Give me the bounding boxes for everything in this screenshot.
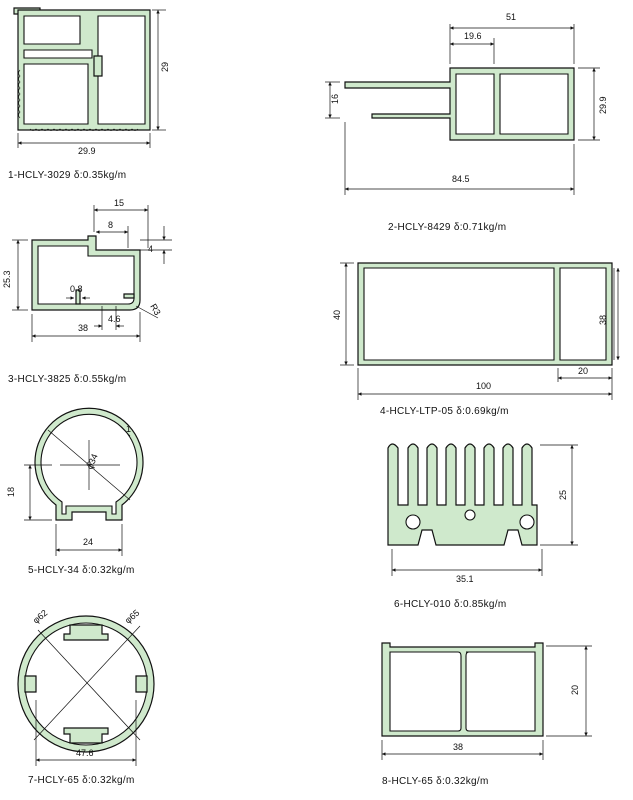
p3-radius-label: R3 xyxy=(148,302,163,317)
profile-4-section xyxy=(358,263,612,365)
p6-width-label: 35.1 xyxy=(456,574,474,584)
p8-caption: 8-HCLY-65 δ:0.32kg/m xyxy=(382,776,489,787)
p2-caption: 2-HCLY-8429 δ:0.71kg/m xyxy=(388,222,507,233)
p1-width-label: 29.9 xyxy=(78,146,96,156)
profile-4 xyxy=(332,263,618,417)
p5-caption: 5-HCLY-34 δ:0.32kg/m xyxy=(28,565,135,576)
p7-width-label: 47.6 xyxy=(76,748,94,758)
p2-total-width-label: 84.5 xyxy=(452,174,470,184)
p7-caption: 7-HCLY-65 δ:0.32kg/m xyxy=(28,775,135,786)
p2-right-height-label: 29.9 xyxy=(598,96,608,114)
p6-height-label: 25 xyxy=(558,489,568,500)
p2-inner-width-label: 19.6 xyxy=(464,31,482,41)
profile-1-section xyxy=(14,8,150,131)
p5-height-label: 18 xyxy=(6,486,16,497)
profile-8 xyxy=(382,643,592,787)
p6-caption: 6-HCLY-010 δ:0.85kg/m xyxy=(394,599,507,610)
p4-width-label: 100 xyxy=(476,381,492,391)
p5-width-label: 24 xyxy=(83,537,94,547)
p2-left-height-label: 16 xyxy=(330,93,340,104)
p3-top-width-label: 15 xyxy=(114,198,125,208)
profile-2-section xyxy=(345,68,574,140)
p4-right-width-label: 20 xyxy=(578,366,589,376)
p5-diameter-label: φ34 xyxy=(84,452,100,471)
profile-6-section xyxy=(388,444,537,545)
p1-height-label: 29 xyxy=(160,61,170,72)
p4-caption: 4-HCLY-LTP-05 δ:0.69kg/m xyxy=(380,406,509,417)
p3-wall-label: 0.8 xyxy=(70,284,83,294)
profile-8-section xyxy=(382,643,543,736)
profile-6 xyxy=(388,444,578,610)
profile-7 xyxy=(18,608,154,786)
p7-outer-diameter-label: φ65 xyxy=(122,607,142,626)
p8-height-label: 20 xyxy=(570,684,580,695)
p7-inner-diameter-label: φ62 xyxy=(30,607,50,626)
profile-2 xyxy=(325,12,608,233)
profile-5 xyxy=(6,408,143,576)
profile-3-section xyxy=(32,236,140,310)
profile-1 xyxy=(8,8,170,181)
p2-width-top-label: 51 xyxy=(506,12,517,22)
p1-caption: 1-HCLY-3029 δ:0.35kg/m xyxy=(8,170,127,181)
p5-wall-label: 1 xyxy=(126,424,132,434)
p3-height-label: 25.3 xyxy=(2,270,12,288)
p3-slot-label: 4.6 xyxy=(108,314,121,324)
p4-inner-height-label: 38 xyxy=(598,314,608,325)
p8-width-label: 38 xyxy=(453,742,464,752)
p3-width-label: 38 xyxy=(78,323,89,333)
profile-3 xyxy=(2,198,172,385)
p3-caption: 3-HCLY-3825 δ:0.55kg/m xyxy=(8,374,127,385)
p3-notch-width-label: 8 xyxy=(108,220,114,230)
p4-height-label: 40 xyxy=(332,309,342,320)
p3-notch-depth-label: 4 xyxy=(148,244,154,254)
